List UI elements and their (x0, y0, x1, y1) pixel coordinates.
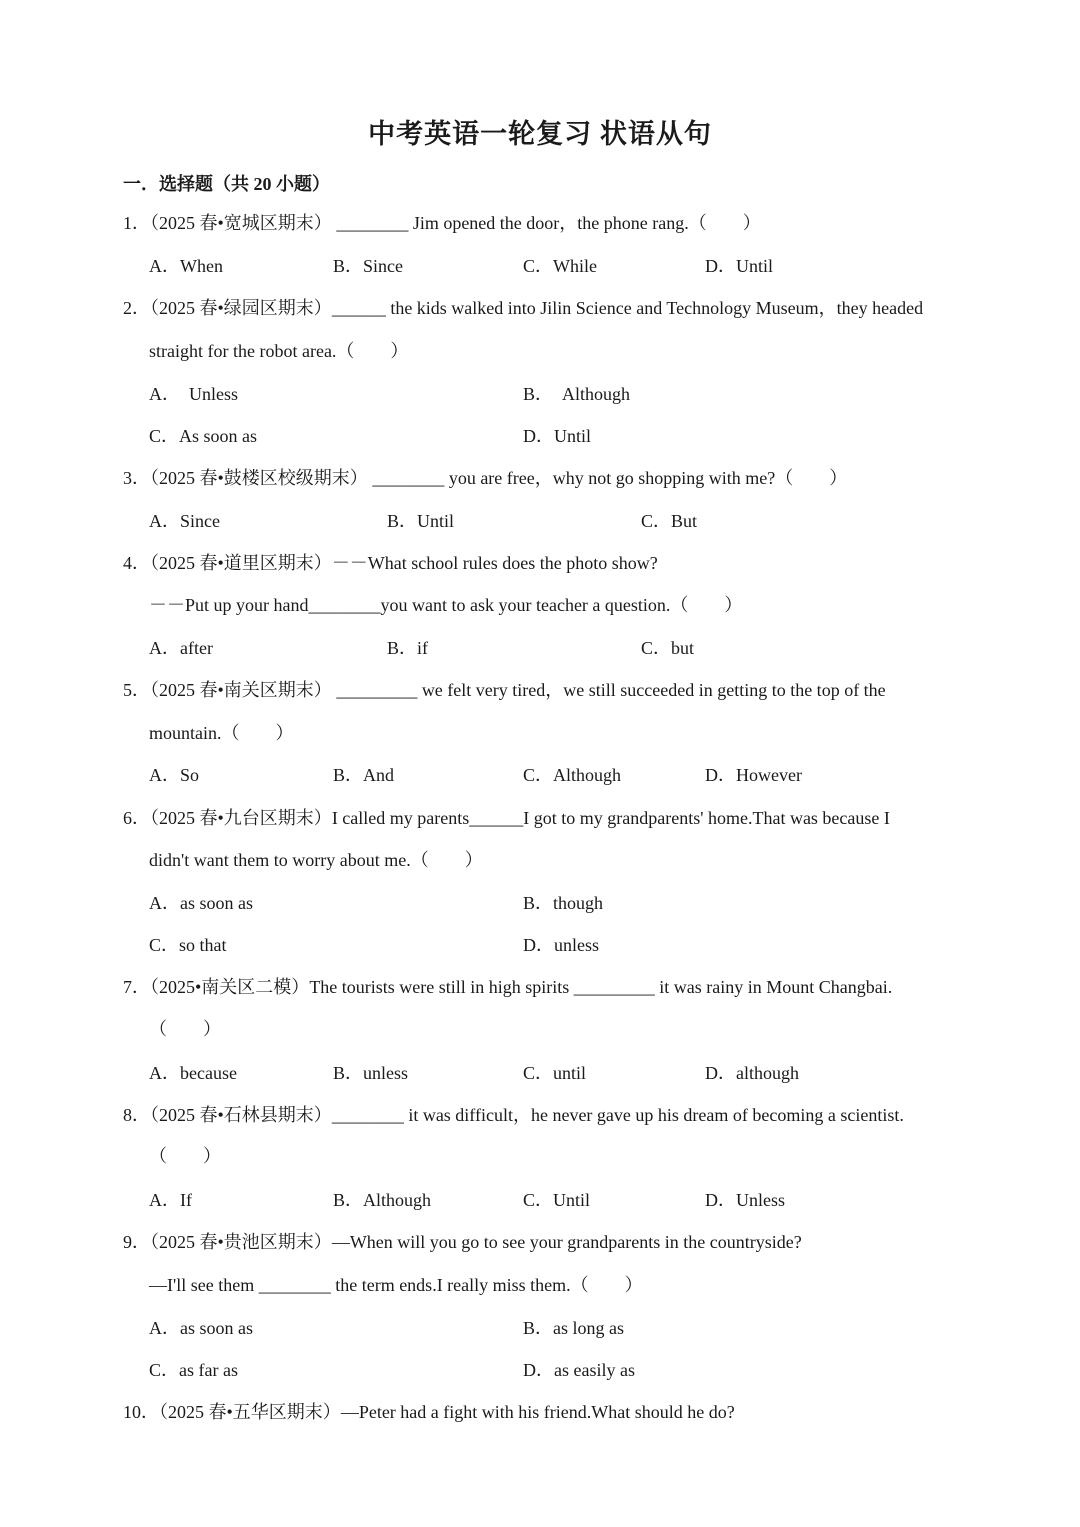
option-c[interactable]: C．Until (523, 1190, 591, 1210)
question-number: 7． (123, 977, 150, 997)
question-number: 4． (123, 553, 150, 573)
answer-blank: _________ (336, 680, 418, 700)
option-c[interactable]: C．While (523, 256, 597, 276)
option-b[interactable]: B．Although (333, 1190, 432, 1210)
question-number: 10． (123, 1402, 159, 1422)
question-text: －－What school rules does the photo show? (331, 553, 658, 573)
answer-blank: ______ (331, 298, 386, 318)
option-b[interactable]: B．unless (333, 1063, 409, 1083)
option-a[interactable]: A．When (149, 256, 223, 276)
option-b[interactable]: B． Although (523, 384, 631, 404)
question-source: （2025 春•鼓楼区校级期末） (150, 468, 368, 488)
option-d[interactable]: D．as easily as (523, 1360, 635, 1380)
question-number: 5． (123, 680, 150, 700)
answer-blank: ______ (469, 808, 524, 828)
question-2-continued: straight for the robot area.（ ） (149, 341, 409, 361)
option-c[interactable]: C．As soon as (149, 426, 258, 446)
question-3 (123, 466, 847, 490)
question-source: （2025 春•道里区期末） (150, 553, 332, 573)
question-1 (123, 211, 761, 235)
option-b[interactable]: B．if (387, 638, 429, 658)
question-6: 6．（2025 春•九台区期末）I called my parents______I got to my grandparents' home.That was because I (123, 808, 890, 828)
option-d[interactable]: D．Unless (705, 1190, 785, 1210)
question-7-continued: （ ） (149, 1019, 221, 1039)
option-c[interactable]: C．Although (523, 765, 622, 785)
option-a[interactable]: A．Since (149, 511, 220, 531)
option-d[interactable]: D．Until (523, 426, 592, 446)
option-a[interactable]: A．If (149, 1190, 192, 1210)
option-a[interactable]: A．after (149, 638, 213, 658)
question-text: —When will you go to see your grandparents in the countryside? (331, 1232, 802, 1252)
answer-blank: ________ (372, 468, 445, 488)
option-a[interactable]: A．as soon as (149, 893, 253, 913)
option-b[interactable]: B．And (333, 765, 395, 785)
answer-blank: ________ (336, 213, 409, 233)
question-text: it was difficult，he never gave up his dream of becoming a scientist. (403, 1105, 904, 1125)
question-9 (123, 1230, 802, 1254)
option-a[interactable]: A．So (149, 765, 200, 785)
option-a[interactable]: A．because (149, 1063, 237, 1083)
question-source: （2025 春•五华区期末） (159, 1402, 341, 1422)
option-d[interactable]: D．unless (523, 935, 599, 955)
option-d[interactable]: D．although (705, 1063, 799, 1083)
question-6-continued: didn't want them to worry about me.（ ） (149, 850, 483, 870)
question-number: 2． (123, 298, 150, 318)
option-c[interactable]: C．until (523, 1063, 587, 1083)
section-heading: 一．选择题（共 20 小题） (123, 174, 330, 194)
option-b[interactable]: B．though (523, 893, 604, 913)
question-9-continued: —I'll see them ________ the term ends.I really miss them.（ ） (149, 1275, 643, 1295)
option-a[interactable]: A． Unless (149, 384, 238, 404)
page-title: 中考英语一轮复习 状语从句 (368, 119, 712, 149)
question-2 (123, 296, 923, 320)
answer-blank: ________ (258, 1275, 331, 1295)
question-number: 6． (123, 808, 150, 828)
question-source: （2025 春•九台区期末） (150, 808, 332, 828)
question-number: 1． (123, 213, 150, 233)
answer-blank: ________ (308, 595, 381, 615)
question-number: 9． (123, 1232, 150, 1252)
option-c[interactable]: C．But (641, 511, 698, 531)
option-d[interactable]: D．Until (705, 256, 774, 276)
question-10 (123, 1400, 735, 1424)
option-b[interactable]: B．Until (387, 511, 455, 531)
question-text: the kids walked into Jilin Science and Technology Museum，they headed (385, 298, 924, 318)
option-c[interactable]: C．but (641, 638, 695, 658)
question-text: The tourists were still in high spirits (309, 977, 574, 997)
option-d[interactable]: D．However (705, 765, 802, 785)
option-b[interactable]: B．as long as (523, 1318, 624, 1338)
question-4 (123, 551, 658, 575)
question-text: I called my parents (331, 808, 470, 828)
question-5-continued: mountain.（ ） (149, 723, 294, 743)
question-source: （2025 春•绿园区期末） (150, 298, 332, 318)
question-8 (123, 1103, 904, 1127)
question-5 (123, 678, 886, 702)
option-c[interactable]: C．as far as (149, 1360, 238, 1380)
option-a[interactable]: A．as soon as (149, 1318, 253, 1338)
question-4-continued: －－Put up your hand________you want to ask your teacher a question.（ ） (149, 595, 743, 615)
question-text: you are free，why not go shopping with me?（ ） (444, 468, 848, 488)
question-text: we felt very tired，we still succeeded in getting to the top of the (417, 680, 886, 700)
question-source: （2025 春•贵池区期末） (150, 1232, 332, 1252)
question-source: （2025•南关区二模） (150, 977, 310, 997)
question-text: Jim opened the door，the phone rang.（ ） (408, 213, 761, 233)
question-source: （2025 春•宽城区期末） (150, 213, 332, 233)
question-source: （2025 春•石林县期末） (150, 1105, 332, 1125)
question-number: 8． (123, 1105, 150, 1125)
answer-blank: _________ (573, 977, 655, 997)
question-8-continued: （ ） (149, 1146, 221, 1166)
answer-blank: ________ (331, 1105, 404, 1125)
question-7: 7．（2025•南关区二模）The tourists were still in high spirits _________ it was rainy in Mount Changbai. (123, 977, 893, 997)
question-text: —Peter had a fight with his friend.What should he do? (340, 1402, 735, 1422)
option-b[interactable]: B．Since (333, 256, 403, 276)
option-c[interactable]: C．so that (149, 935, 227, 955)
question-number: 3． (123, 468, 150, 488)
question-source: （2025 春•南关区期末） (150, 680, 332, 700)
